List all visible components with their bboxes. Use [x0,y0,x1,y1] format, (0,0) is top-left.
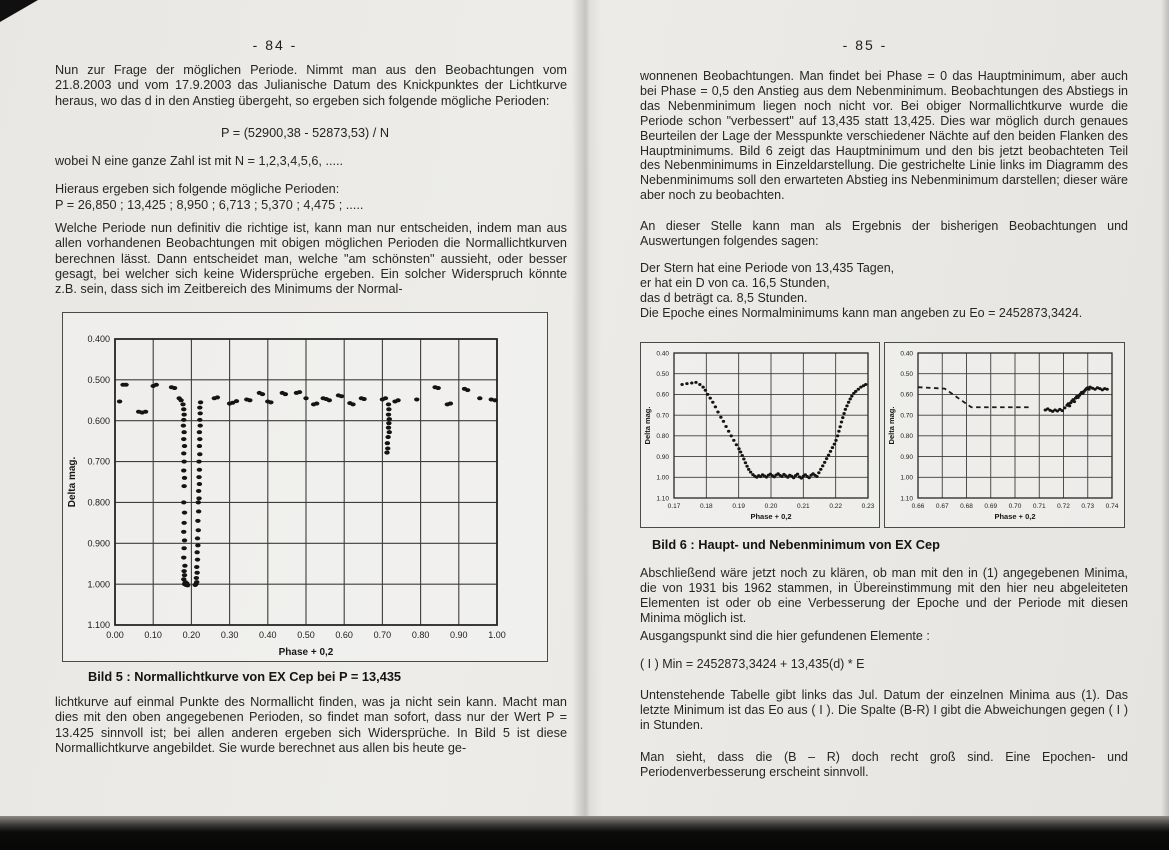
page-number: - 84 - [252,37,298,53]
data-point [181,569,186,573]
data-point [181,556,186,560]
y-axis-label: Delta mag. [643,406,652,445]
data-point [744,461,747,464]
formula-period-candidates: P = (52900,38 - 52873,53) / N [221,126,389,140]
data-point [395,398,400,402]
data-point [845,404,848,407]
x-tick-label: 0.20 [182,630,201,640]
data-point [195,558,200,562]
data-point [850,395,853,398]
data-point [819,468,822,471]
y-axis-label: Delta mag. [887,406,896,445]
data-point [197,418,202,422]
data-point [181,418,186,422]
x-tick-label: 0.20 [764,503,778,510]
formula-ephemeris: ( I ) Min = 2452873,3424 + 13,435(d) * E [640,657,865,671]
data-point [711,401,714,404]
y-tick-label: 0.70 [656,412,669,420]
x-tick-label: 0.90 [450,630,468,640]
y-tick-label: 0.50 [900,370,913,378]
data-point [197,406,202,410]
data-point [181,546,186,550]
data-point [386,426,391,430]
data-point [840,420,843,423]
data-point [742,458,745,461]
x-axis-label: Phase + 0,2 [750,512,792,521]
data-point [385,441,390,445]
figure-bild6-hauptminimum-chart [640,342,880,528]
data-point [181,500,186,504]
data-point [732,439,735,442]
data-point [386,421,391,425]
data-point [749,471,752,474]
data-point [448,402,453,406]
data-point [185,583,190,587]
paragraph-results-intro: An dieser Stelle kann man als Ergebnis der bisherigen Beobachtungen und Auswertungen folgendes sagen: [640,219,1128,248]
data-point [195,519,200,523]
data-point [196,496,201,500]
data-point [385,435,390,439]
data-point [680,383,683,386]
page-84 [0,0,584,828]
x-tick-label: 0.72 [1057,503,1070,510]
paragraph-lightcurve-conclusion: lichtkurve auf einmal Punkte des Normallicht finden, was ja nicht sein kann. Macht man dies mit den oben angegebenen Perioden, so findet man sofort, dass nur der Wert P = 13.425 sinnvoll ist; bei allen anderen ergeben sich Widersprüche. In Bild 5 ist diese Normallichtkurve angebildet. Sie wurde berechnet aus allen bis heute ge- [55,695,567,755]
data-point [181,451,186,455]
y-tick-label: 0.60 [900,391,913,399]
data-point [386,402,391,406]
bottom-scan-edge [0,816,1169,850]
data-point [182,538,187,542]
paragraph-n-integer: wobei N eine ganze Zahl ist mit N = 1,2,3,4,5,6, ..... [55,154,344,168]
data-point [829,450,832,453]
x-tick-label: 0.68 [960,503,973,510]
data-point [1073,400,1076,403]
result-line-period: Der Stern hat eine Periode von 13,435 Tagen, [640,261,895,275]
data-point [864,383,867,386]
data-point [706,393,709,396]
data-point [123,383,128,387]
data-point [182,476,187,480]
data-point [1061,409,1064,412]
data-point [117,400,122,404]
data-point [722,420,725,423]
data-point [385,446,390,450]
data-point [182,444,187,448]
data-point [465,388,470,392]
data-point [197,452,202,456]
data-point [181,407,186,411]
y-tick-label: 1.10 [900,495,913,503]
data-point [831,446,834,449]
y-tick-label: 0.90 [656,453,669,461]
x-axis-label: Phase + 0,2 [278,647,334,658]
data-point [181,437,186,441]
data-point [838,425,841,428]
paragraph-observations: wonnenen Beobachtungen. Man findet bei Phase = 0 das Hauptminimum, aber auch bei Phase = 0,5 den Anstieg aus dem Nebenminimum. Beobachtungen des Abstiegs in das Nebenminimum liegen noch nicht vor. Bei obiger Normallichtkurve wurde die Periode schon "verbessert" auf 13,435 statt 13,425. Dies war möglich durch genaues Beurteilen der Lage der Messpunkte verschiedener Nächte auf den beiden Flanken des Hauptminimums. Bild 6 zeigt das Hauptminimum und den bis jetzt beobachteten Teil des Nebenminimums in Einzeldarstellung. Die gestrichelte Linie links im Diagramm des Nebenminimums soll den erwarteten Abstieg ins Nebenminimum darstellen; dieser wäre aber noch zu beobachten. [640,69,1128,203]
x-tick-label: 0.18 [700,503,713,510]
figure6-caption: Bild 6 : Haupt- und Nebenminimum von EX Cep [652,537,940,552]
data-point [197,437,202,441]
y-tick-label: 1.000 [87,579,110,590]
center-fold-shadow [572,0,602,828]
x-tick-label: 0.17 [667,503,681,510]
data-point [178,398,183,402]
data-point [685,382,688,385]
data-point [435,386,440,390]
paragraph-elements-intro: Ausgangspunkt sind die hier gefundenen Elemente : [640,629,930,643]
data-point [268,400,273,404]
x-tick-label: 0.30 [220,630,239,640]
data-point [196,500,201,504]
x-tick-label: 0.10 [144,630,162,640]
data-point [492,398,497,402]
data-point [196,489,201,493]
y-tick-label: 0.900 [87,538,110,549]
data-point [833,443,836,446]
y-tick-label: 0.50 [656,370,669,378]
data-point [194,580,199,584]
data-point [841,416,844,419]
y-tick-label: 0.60 [656,391,669,399]
y-tick-label: 0.40 [900,350,913,358]
data-point [182,573,187,577]
x-tick-label: 0.60 [335,630,353,640]
data-point [143,410,148,414]
x-tick-label: 0.69 [984,503,998,510]
data-point [197,482,202,486]
data-point [844,408,847,411]
paragraph-br-conclusion: Man sieht, dass die (B – R) doch recht groß sind. Eine Epochen- und Periodenverbesserung erscheint sinnvoll. [640,750,1128,779]
x-tick-label: 0.40 [259,630,277,640]
data-point [260,392,265,396]
data-point [730,434,733,437]
x-tick-label: 0.19 [732,503,745,510]
x-tick-label: 0.22 [829,503,842,510]
data-point [383,396,388,400]
paragraph-table-description: Untenstehende Tabelle gibt links das Jul. Datum der einzelnen Minima aus (1). Das letzte Minimum ist das Eo aus ( I ). Die Spalte (B-R) I gibt die Abweichungen gegen ( I ) in Stunden. [640,688,1128,732]
data-point [735,443,738,446]
bild6_neben-plot [885,343,1124,527]
data-point [196,460,201,464]
data-point [701,386,704,389]
result-line-epoch: Die Epoche eines Normalminimums kann man angeben zu Eo = 2452873,3424. [640,306,1083,320]
paragraph-possible-periods-intro: Hieraus ergeben sich folgende mögliche Perioden: [55,182,340,196]
x-tick-label: 0.73 [1081,503,1095,510]
y-tick-label: 0.500 [87,375,110,386]
expected-descent-dashed-line [918,387,1030,407]
data-point [698,383,701,386]
data-point [314,402,319,406]
data-point [350,402,355,406]
data-point [747,468,750,471]
y-tick-label: 0.600 [87,415,110,426]
data-point [842,412,845,415]
data-point [836,434,839,437]
data-point [386,407,391,411]
data-point [815,475,818,478]
x-axis-label: Phase + 0,2 [994,512,1036,521]
data-point [825,457,828,460]
data-point [719,416,722,419]
data-point [837,430,840,433]
data-point [709,397,712,400]
y-tick-label: 1.10 [656,495,669,503]
x-tick-label: 0.80 [411,630,430,640]
figure-bild6-nebenminimum-chart [884,342,1125,528]
data-point [196,475,201,479]
x-tick-label: 0.70 [373,630,392,640]
y-tick-label: 0.700 [87,456,110,467]
y-tick-label: 1.100 [87,620,110,631]
data-point [827,454,830,457]
y-tick-label: 1.00 [900,474,913,482]
bild5-plot [63,313,547,661]
result-line-duration: er hat ein D von ca. 16,5 Stunden, [640,276,830,290]
x-tick-label: 0.70 [1008,503,1022,510]
data-point [181,521,186,525]
data-point [745,465,748,468]
page-number: - 85 - [842,37,888,53]
y-tick-label: 0.800 [87,497,110,508]
data-point [194,576,199,580]
data-point [847,401,850,404]
data-point [181,424,186,428]
figure5-caption: Bild 5 : Normallichtkurve von EX Cep bei P = 13,435 [88,669,402,684]
data-point [727,430,730,433]
data-point [821,464,824,467]
y-tick-label: 0.80 [900,433,913,441]
data-point [283,392,288,396]
data-point [477,396,482,400]
data-point [714,405,717,408]
data-point [196,528,201,532]
data-point [361,397,366,401]
data-point [737,447,740,450]
data-point [181,530,186,534]
paragraph-period-question: Nun zur Frage der möglichen Periode. Nimmt man aus den Beobachtungen vom 21.8.2003 und vom 17.9.2003 das Julianische Datum des Knickpunktes der Lichtkurve heraus, wo das d in den Anstieg übergeht, so ergeben sich folgende mögliche Perioden: [55,63,567,108]
x-tick-label: 1.00 [488,630,506,640]
bild6_haupt-plot [641,343,879,527]
data-point [194,550,199,554]
data-point [197,424,202,428]
data-point [195,543,200,547]
paragraph-final-question: Abschließend wäre jetzt noch zu klären, ob man mit den in (1) angegebenen Minima, die von 1931 bis 1962 stammen, in Übereinstimmung mit den hier neu abgeleiteten Elementen ist oder ob eine Verbesserung der Epoche und der Periode mit diesen Minima möglich ist. [640,566,1128,625]
data-point [414,397,419,401]
y-tick-label: 0.90 [900,453,913,461]
data-point [339,394,344,398]
x-tick-label: 0.21 [797,503,810,510]
data-point [834,439,837,442]
data-point [180,402,185,406]
y-tick-label: 0.400 [87,334,110,345]
data-point [197,411,202,415]
data-point [741,454,744,457]
page-85 [584,0,1169,828]
data-point [172,386,177,390]
data-point [387,417,392,421]
data-point [154,383,159,387]
data-point [1068,404,1071,407]
data-point [694,381,697,384]
data-point [857,388,860,391]
data-point [197,430,202,434]
data-point [386,413,391,417]
x-tick-label: 0.67 [935,503,949,510]
data-point [823,461,826,464]
data-point [854,390,857,393]
data-point [796,473,799,476]
y-tick-label: 0.40 [656,350,669,358]
data-point [182,564,187,568]
data-point [303,396,308,400]
figure-bild5-lightcurve-chart [62,312,548,662]
y-tick-label: 0.70 [900,412,913,420]
data-point [807,476,810,479]
data-point [194,565,199,569]
x-tick-label: 0.71 [1032,503,1046,510]
data-point [297,390,302,394]
data-point [1063,406,1066,409]
x-tick-label: 0.50 [297,630,315,640]
data-point [724,425,727,428]
data-point [849,397,852,400]
x-tick-label: 0.00 [106,630,124,640]
data-point [194,571,199,575]
data-point [739,451,742,454]
data-point [181,413,186,417]
data-point [1105,388,1108,391]
result-line-d: das d beträgt ca. 8,5 Stunden. [640,291,808,305]
data-point [384,451,389,455]
data-point [197,444,202,448]
data-point [690,382,693,385]
data-point [195,536,200,540]
x-tick-label: 0.23 [861,503,875,510]
data-point [181,430,186,434]
paragraph-which-period: Welche Periode nun definitiv die richtige ist, kann man nur entscheiden, indem man aus allen vorhandenen Beobachtungen mit obigen möglichen Perioden die Normallichtkurven berechnen lässt. Dann entscheidet man, welche "am schönsten" aussieht, oder besser gesagt, bei welcher sich keine Widersprüche ergeben. Ein solcher Widerspruch könnte z.B. sein, dass sich im Zeitbereich des Minimums der Normal- [55,221,567,297]
data-point [196,509,201,513]
x-tick-label: 0.66 [911,503,925,510]
y-tick-label: 0.80 [656,433,669,441]
top-left-scan-corner [0,0,38,22]
y-axis-label: Delta mag. [67,456,78,508]
data-point [181,469,186,473]
data-point [198,400,203,404]
data-point [181,484,186,488]
paragraph-possible-periods-list: P = 26,850 ; 13,425 ; 8,950 ; 6,713 ; 5,370 ; 4,475 ; ..... [55,198,364,212]
data-point [215,395,220,399]
data-point [234,399,239,403]
right-page-edge-shadow [1161,0,1169,828]
data-point [716,411,719,414]
data-point [817,471,820,474]
y-tick-label: 1.00 [656,474,669,482]
data-point [327,398,332,402]
data-point [181,460,186,464]
data-point [247,398,252,402]
data-point [182,511,187,515]
data-point [197,468,202,472]
x-tick-label: 0.74 [1105,503,1119,510]
data-point [387,430,392,434]
data-point [704,389,707,392]
